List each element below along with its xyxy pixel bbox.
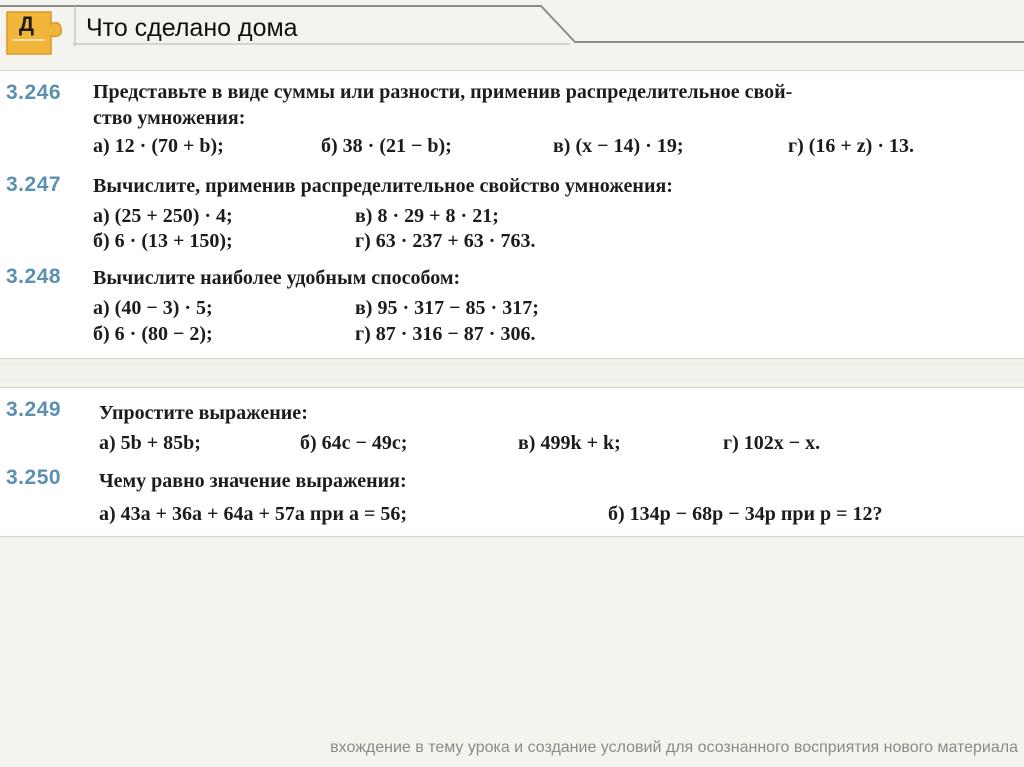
exercise-item: б) 38 · (21 − b);: [321, 135, 452, 157]
exercise-item: а) 5b + 85b;: [99, 432, 201, 454]
problem-text: Чему равно значение выражения:: [99, 470, 407, 492]
exercise-item: а) 12 · (70 + b);: [93, 135, 224, 157]
exercise-item: г) (16 + z) · 13.: [788, 135, 915, 157]
exercise-item: в) 499k + k;: [518, 432, 621, 454]
puzzle-icon: [5, 10, 67, 56]
problem-number: 3.246: [6, 81, 62, 104]
problem-text: Вычислите наиболее удобным способом:: [93, 267, 461, 289]
problem-number: 3.247: [6, 173, 62, 196]
homework-badge: [5, 10, 67, 56]
problem-number: 3.249: [6, 398, 62, 421]
textbook-excerpt-1: [0, 70, 1024, 359]
exercise-item: б) 6 · (13 + 150);: [93, 230, 233, 252]
exercise-item: г) 63 · 237 + 63 · 763.: [355, 230, 536, 252]
exercise-item: а) (40 − 3) · 5;: [93, 297, 213, 319]
problem-text: ство умножения:: [93, 107, 246, 129]
slide-footer: вхождение в тему урока и создание условий для осознанного восприятия нового материала: [330, 739, 1018, 756]
exercise-item: г) 87 · 316 − 87 · 306.: [355, 323, 536, 345]
exercise-item: в) 8 · 29 + 8 · 21;: [355, 205, 499, 227]
problem-text: Представьте в виде суммы или разности, применив распределительное свой-: [93, 81, 793, 103]
problem-number: 3.250: [6, 466, 62, 489]
exercise-item: а) (25 + 250) · 4;: [93, 205, 233, 227]
panel-separator: [0, 361, 1024, 383]
badge-letter: Д: [19, 13, 34, 36]
problem-number: 3.248: [6, 265, 62, 288]
textbook-excerpt-2: [0, 387, 1024, 537]
exercise-item: б) 64c − 49c;: [300, 432, 408, 454]
problem-text: Упростите выражение:: [99, 402, 308, 424]
exercise-item: г) 102x − x.: [723, 432, 821, 454]
slide-header: [0, 0, 1024, 62]
problem-text: Вычислите, применив распределительное свойство умножения:: [93, 175, 673, 197]
exercise-item: в) (x − 14) · 19;: [553, 135, 684, 157]
exercise-item: а) 43a + 36a + 64a + 57a при a = 56;: [99, 503, 408, 525]
exercise-item: б) 134p − 68p − 34p при p = 12?: [608, 503, 883, 525]
exercise-item: в) 95 · 317 − 85 · 317;: [355, 297, 539, 319]
page-title: Что сделано дома: [86, 14, 298, 42]
exercise-item: б) 6 · (80 − 2);: [93, 323, 213, 345]
